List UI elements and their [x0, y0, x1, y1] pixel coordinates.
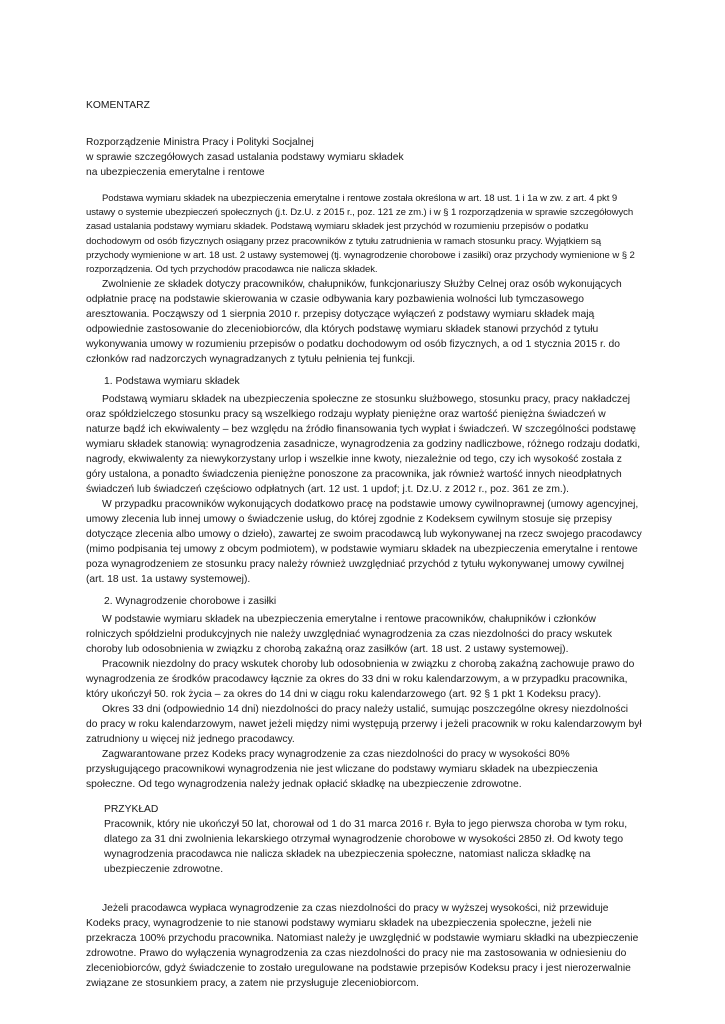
intro-paragraph: Podstawa wymiaru składek na ubezpieczenia emerytalne i rentowe została określona w art. 18 ust. 1 i 1a w zw. z art. 4 pkt 9 ustawy o systemie ubezpieczeń społecznych (j.t. Dz.U. z 2015 r., poz. 121 ze zm.) i w § 1 rozporządzenia w sprawie szczegółowych zasad ustalania podstawy wymiaru składek. Podstawą wymiaru składek jest przychód w rozumieniu przepisów o podatku dochodowym od osób fizycznych osiągany przez pracowników z tytułu zatrudnienia w ramach stosunku pracy. Wyjątkiem są przychody wymienione w art. 18 ust. 2 ustawy systemowej (tj. wynagrodzenie chorobowe i zasiłki) oraz przychody wymienione w § 2 rozporządzenia. Od tych przychodów pracodawca nie nalicza składek.: [86, 193, 635, 276]
section-paragraph: Pracownik niezdolny do pracy wskutek choroby lub odosobnienia w związku z chorobą zakaźną zachowuje prawo do wynagrodzenia ze środków pracodawcy łącznie za okres do 33 dni w roku kalendarzowym, a w przypadku pracownika, który ukończył 50. rok życia – za okres do 14 dni w ciągu roku kalendarzowego (art. 92 § 1 pkt 1 Kodeksu pracy).: [86, 659, 635, 701]
section-title: 1. Podstawa wymiaru składek: [104, 376, 240, 388]
document-body: [86, 98, 642, 991]
closing-paragraph: Jeżeli pracodawca wypłaca wynagrodzenie za czas niezdolności do pracy w wyższej wysokości, niż przewiduje Kodeks pracy, wynagrodzenie to nie stanowi podstawy wymiaru składek na ubezpieczenia społeczne, jeżeli nie przekracza 100% przychodu pracownika. Natomiast należy je uwzględnić w podstawie wymiaru składki na ubezpieczenie zdrowotne. Prawo do wyłączenia wynagrodzenia za czas niezdolności do pracy nie ma zastosowania w odniesieniu do zleceniobiorców, gdyż świadczenie to zostało uregulowane na podstawie przepisów Kodeksu pracy i jest nierozerwalnie związane ze stosunkiem pracy, a zatem nie przysługuje zleceniobiorcom.: [86, 903, 639, 990]
section-paragraph: Okres 33 dni (odpowiednio 14 dni) niezdolności do pracy należy ustalić, sumując poszczególne okresy niezdolności do pracy w roku kalendarzowym, nawet jeżeli między nimi występują przerwy i jeżeli pracownik w roku kalendarzowym był zatrudniony u więcej niż jednego pracodawcy.: [86, 704, 642, 746]
document-heading: KOMENTARZ: [86, 100, 150, 111]
example-text: Pracownik, który nie ukończył 50 lat, chorował od 1 do 31 marca 2016 r. Była to jego pierwsza choroba w tym roku, dlatego za 31 dni zwolnienia lekarskiego otrzymał wynagrodzenie chorobowe w wysokości 2850 zł. Od kwoty tego wynagrodzenia pracodawca nie nalicza składek na ubezpieczenia społeczne, natomiast nalicza składkę na ubezpieczenie zdrowotne.: [104, 819, 628, 876]
title-line: w sprawie szczegółowych zasad ustalania podstawy wymiaru składek: [86, 152, 404, 163]
example-label: PRZYKŁAD: [104, 804, 159, 816]
section-paragraph: Zagwarantowane przez Kodeks pracy wynagrodzenie za czas niezdolności do pracy w wysokości 80% przysługującego pracownikowi wynagrodzenia nie jest wliczane do podstawy wymiaru składek na ubezpieczenia społeczne. Od tego wynagrodzenia należy jednak opłacić składkę na ubezpieczenie zdrowotne.: [86, 749, 598, 791]
title-line: Rozporządzenie Ministra Pracy i Polityki Socjalnej: [86, 137, 314, 148]
title-line: na ubezpieczenia emerytalne i rentowe: [86, 167, 265, 178]
section-paragraph: W podstawie wymiaru składek na ubezpieczenia emerytalne i rentowe pracowników, chałupników i członków rolniczych spółdzielni produkcyjnych nie należy uwzględniać wynagrodzenia za czas niezdolności do pracy wskutek choroby lub odosobnienia w związku z chorobą zakaźną oraz zasiłków (art. 18 ust. 2 ustawy systemowej).: [86, 614, 612, 656]
section-title: 2. Wynagrodzenie chorobowe i zasiłki: [104, 596, 277, 608]
regulation-title: [86, 135, 642, 180]
section-paragraph: W przypadku pracowników wykonujących dodatkowo pracę na podstawie umowy cywilnoprawnej (umowy agencyjnej, umowy zlecenia lub innej umowy o świadczenie usług, do której zgodnie z Kodeksem cywilnym stosuje się przepisy dotyczące zlecenia albo umowy o dzieło), zawartej ze swoim pracodawcą lub wykonywanej na rzecz swojego pracodawcy (mimo podpisania tej umowy z obcym podmiotem), w podstawie wymiaru składek na ubezpieczenia emerytalne i rentowe poza wynagrodzeniem ze stosunku pracy należy również uwzględniać przychód z tytułu wykonywanej umowy cywilnej (art. 18 ust. 1a ustawy systemowej).: [86, 499, 642, 586]
section-paragraph: Podstawą wymiaru składek na ubezpieczenia społeczne ze stosunku służbowego, stosunku pracy, pracy nakładczej oraz spółdzielczego stosunku pracy są wszelkiego rodzaju wypłaty pieniężne oraz wartość pieniężna świadczeń w naturze bądź ich ekwiwalenty – bez względu na źródło finansowania tych wypłat i świadczeń. W szczególności podstawę wymiaru składek stanowią: wynagrodzenia zasadnicze, wynagrodzenia za godziny nadliczbowe, różnego rodzaju dodatki, nagrody, ekwiwalenty za niewykorzystany urlop i wszelkie inne kwoty, niezależnie od tego, czy ich wysokość została z góry ustalona, a ponadto świadczenia pieniężne ponoszone za pracownika, jak również wartość innych nieodpłatnych świadczeń lub świadczeń częściowo odpłatnych (art. 12 ust. 1 updof; j.t. Dz.U. z 2012 r., poz. 361 ze zm.).: [86, 394, 641, 496]
intro-paragraph: Zwolnienie ze składek dotyczy pracowników, chałupników, funkcjonariuszy Służby Celnej oraz osób wykonujących odpłatnie pracę na podstawie skierowania w czasie odbywania kary pozbawienia wolności lub tymczasowego aresztowania. Począwszy od 1 sierpnia 2010 r. przepisy dotyczące wyłączeń z podstawy wymiaru składek mają odpowiednie zastosowanie do zleceniobiorców, dla których podstawę wymiaru składek stanowi przychód z tytułu wykonywania umowy w rozumieniu przepisów o podatku dochodowym od osób fizycznych, a od 1 stycznia 2015 r. do członków rad nadzorczych wynagradzanych z tytułu pełnienia tej funkcji.: [86, 279, 622, 366]
example-box: [104, 802, 642, 877]
